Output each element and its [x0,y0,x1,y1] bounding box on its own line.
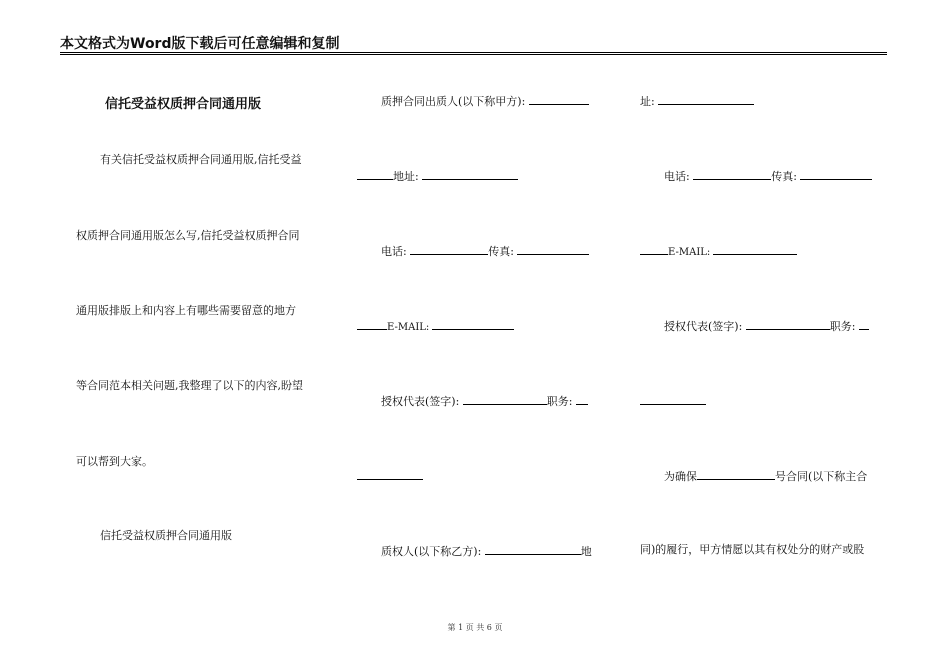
blank-field [640,393,706,405]
phone-label-2: 电话: [664,170,690,183]
position-label: 职务: [546,395,573,408]
blank-field [658,93,754,105]
pledgee-line [381,543,592,559]
blank-field [485,543,581,555]
blank-field [746,318,830,330]
guarantee-pre: 为确保 [664,470,697,483]
phone-fax-line-2 [664,168,872,184]
blank-field [517,243,589,255]
blank-field [529,93,589,105]
intro-line-1: 有关信托受益权质押合同通用版,信托受益 [100,153,302,166]
pledgor-line [381,93,589,109]
blank-field [357,168,393,180]
blank-field [357,468,423,480]
blank-field [859,318,869,330]
guarantee-line [664,468,867,484]
blank-field [693,168,771,180]
fax-label: 传真: [488,245,514,258]
phone-label: 电话: [381,245,407,258]
signature-line-2 [664,318,869,334]
blank-field [800,168,872,180]
address-line [357,168,518,184]
blank-field [713,243,797,255]
document-header: 本文格式为Word版下载后可任意编辑和复制 [60,33,887,53]
blank-field [410,243,488,255]
blank-field [697,468,775,480]
email-line-2 [640,243,797,260]
blank-line [357,468,423,484]
email-line [357,318,514,335]
blank-field [422,168,518,180]
guarantee-post: 号合同(以下称主合 [775,470,868,483]
signature-label-2: 授权代表(签字): [664,320,743,333]
pledgee-label: 质权人(以下称乙方): [381,545,482,558]
intro-line-3: 通用版排版上和内容上有哪些需要留意的地方 [76,304,296,317]
page-number: 第 1 页 共 6 页 [447,623,503,632]
di-char: 地 [580,545,592,558]
intro-line-5: 可以帮到大家。 [76,455,153,468]
blank-field [357,318,387,330]
email-label: E-MAIL: [387,322,430,333]
zhi-line [640,93,754,109]
section-heading: 信托受益权质押合同通用版 [100,529,232,542]
position-label-2: 职务: [829,320,856,333]
email-label-2: E-MAIL: [668,247,711,258]
blank-line-2 [640,393,706,409]
pledgor-label: 质押合同出质人(以下称甲方): [381,95,526,108]
blank-field [576,393,588,405]
intro-line-4: 等合同范本相关问题,我整理了以下的内容,盼望 [76,379,303,392]
fax-label-2: 传真: [771,170,797,183]
address-label: 地址: [393,170,419,183]
zhi-label: 址: [640,95,655,108]
document-title: 信托受益权质押合同通用版 [105,97,262,112]
blank-field [463,393,547,405]
intro-line-2: 权质押合同通用版怎么写,信托受益权质押合同 [76,229,300,242]
signature-label: 授权代表(签字): [381,395,460,408]
signature-line [381,393,588,409]
phone-fax-line [381,243,589,259]
blank-field [432,318,514,330]
blank-field [640,243,668,255]
performance-line: 同)的履行，甲方情愿以其有权处分的财产或股 [640,543,865,556]
